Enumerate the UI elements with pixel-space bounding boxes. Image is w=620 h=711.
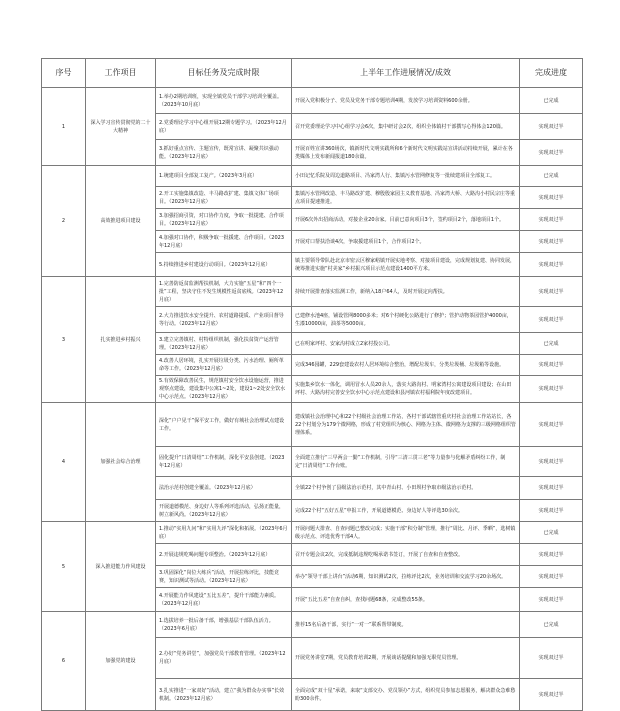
row-progress: 已在明家坪村、安家沟村成立2家村投公司。 [292,333,520,355]
row-progress: 镇主要领导带队赴北京市密云区穆家峪镇开展实地考察、对接项目建设，完成规划复建、协同发展，统筹推进实施“村美家”乡村振兴项目示范点建设1400平方米。 [292,253,520,277]
row-project: 深入学习宣传贯彻党的二十大精神 [86,88,156,166]
row-progress: 完成346园罐，229套建设农村人居环境综合整治，增配垃圾车，分类垃圾桶、垃圾箱等设施。 [292,355,520,376]
row-goal: 2.办好“党务讲堂”，加强党员干部教育管理。（2023年12月底） [156,638,292,679]
row-status: 实现双过半 [520,277,583,307]
row-progress: 召开专题会议2次，完成抵制违规吃喝承诺书签订，开展了自查和自查整改。 [292,544,520,566]
header-status: 完成进度 [520,59,583,88]
row-progress: 全镇22个村争创了县级法治示范村，其中青山村、小田坝村争取市级法治示范村。 [292,477,520,500]
row-seq: 4 [42,403,86,522]
table-row [42,88,583,114]
row-goal: 深化“户户见干”保平安工作，做好有城社会治理试点建设工作。 [156,403,292,447]
row-status: 实现双过半 [520,114,583,140]
row-progress: 开展问题大排查、自查问题已整改完成；实施干部“积分制”管理，推行“周比、月评、季晒”，选树镇级示范点、评选优秀干部4人。 [292,522,520,544]
row-goal: 5.有效保障改善民生，规范镇村安全饮水设施运营，推进观察点建设，建设集中公寓1~2处，建设1~2处安全饮水中心示范点。（2023年12月底） [156,376,292,403]
row-progress: 建成镇社会治理中心和22个村级社会治理工作站，各村干部试辖管重庆村社会治理工作站站长，各22个村划分为179个微网格，形成了村党组织为核心、网格为主体、微网格为支撑的三级网格组织管理体系。 [292,403,520,447]
row-goal: 2.党委理论学习中心组开展12期专题学习。（2023年12月底） [156,114,292,140]
row-project: 高效推进项目建设 [86,166,156,277]
row-project: 加强党的建设 [86,612,156,711]
row-goal: 1.选拔培养一批后备干部，增强基层干部队伍活力。（2023年6月底） [156,612,292,638]
row-status: 实现双过半 [520,477,583,500]
row-goal: 1.完善防返贫监测帮扶机制，大力实施“五星”和“四个一批”工程，坚决守住不发生规模性返贫底线。（2023年12月底） [156,277,292,307]
row-progress: 开展6次外出招商活动，对接企业20余家。目前已意向项目3个，签约项目2个，落地项目1个。 [292,209,520,231]
row-goal: 4.改善人居环境，扎实开展垃圾分类、污水治理、厕所革命等工作。（2023年12月底） [156,355,292,376]
row-progress: 持续开展排查落实监测工作，新纳入18户64人，及时开展定向帮扶。 [292,277,520,307]
row-progress: 开展百姓宣讲360场次，镇新时代文明实践所和6个新时代文明实践站宣讲活动持续开展，累计在各类媒体上发布新闻报道180余篇。 [292,140,520,166]
table-row [42,612,583,638]
row-progress: 全面建立推行“三早两会一勤”工作机制，引导“三清三贯三老”等力量参与化解矛盾纠纷工作，制定“日清周结”工作台账。 [292,447,520,477]
row-goal: 法治示范村创建全覆盖。（2023年12月底） [156,477,292,500]
row-goal: 4.开展能力作风建设“五比五差”，提升干部能力素质。（2023年12月底） [156,588,292,612]
row-goal: 3.扎实推进“一家双好”活动，建立“我为群众办实事”长效机制。（2023年12月底） [156,679,292,711]
row-progress: 实施集乡饮水一体化，调用冒水人员20余人，落实大路沟村、明家湾村公寓建设项目建设；在山田坪村、大路沟村完善安全饮水中心示范点建设和县河镇农村福利院年度改建项目。 [292,376,520,403]
row-seq: 2 [42,166,86,277]
row-goal: 3.加强招商引资，对口协作力度，争取一批提建、合作项目。（2023年12月底） [156,209,292,231]
row-status: 已完成 [520,522,583,544]
row-goal: 1.推动“实用九问”和“实用九评”深化和拓展。（2023年6月底） [156,522,292,544]
row-progress: 小田记忆乐院及周边道路项目、冯家湾人行、集镇污水管网修复等一批续建项目全部复工。 [292,166,520,187]
table-row [42,522,583,544]
row-status: 实现双过半 [520,231,583,253]
row-progress: 开展入党积极分子、党员及党务干部专题培训4期，发放学习培训资料600余册。 [292,88,520,114]
row-status: 实现双过半 [520,376,583,403]
row-progress: 全面完成“双十星”承诺，来取“支部交办、党员领办”方式，组织党员参加志愿服务，解决群众急难愁盼300余件。 [292,679,520,711]
row-status: 实现双过半 [520,307,583,333]
row-status: 已完成 [520,166,583,187]
row-status: 实现双过半 [520,500,583,522]
row-goal: 4.加强对口协作，积极争取一批援建、合作项目。（2023年12月底） [156,231,292,253]
row-seq: 3 [42,277,86,403]
row-goal: 开展道德模范、身边好人等系列评选活动，弘扬正能量，树立新风尚。（2023年12月底） [156,500,292,522]
row-progress: 举办“领导干部上讲台”活动6期，知识测试2次，拉练评比2次，业务培训和交流学习20余场次。 [292,566,520,588]
row-status: 已完成 [520,612,583,638]
row-progress: 召开党委理论学习中心组学习会6次，集中研讨会2次，组织全体镇村干部撰写心得体会120篇。 [292,114,520,140]
row-status: 已完成 [520,88,583,114]
table-row [42,166,583,187]
row-progress: 开展“五比五差”自查自纠，查找问题68条，完成整改55条。 [292,588,520,612]
row-status: 实现双过半 [520,544,583,566]
row-status: 已完成 [520,333,583,355]
row-status: 实现双过半 [520,447,583,477]
row-progress: 集镇污水管网改造、丰马路改扩建、穆殷殷家园主义教育基地、冯家湾大桥、大路沟小村民宗庄等重点项目提速推进。 [292,187,520,209]
row-goal: 固化提升“日清周结”工作机制，深化平安县创建。（2023年12月底） [156,447,292,477]
row-goal: 1.统建项目全部复工复产。（2023年3月底） [156,166,292,187]
header-seq: 序号 [42,59,86,88]
row-status: 实现双过半 [520,253,583,277]
table-row [42,403,583,447]
row-status: 实现双过半 [520,355,583,376]
row-goal: 3.抓好重点宣传、主题宣传，既常宣讲、凝聚共识强动能。（2023年12月底） [156,140,292,166]
row-status: 实现双过半 [520,403,583,447]
row-goal: 2.大力推进饮水安全提升、农村道路提质、产业项目督导等行动。（2023年12月底） [156,307,292,333]
row-status: 实现双过半 [520,566,583,588]
row-project: 加强社会综合治理 [86,403,156,522]
row-goal: 2.开工实施集镇改造、丰马路改扩建、集镇文体广场项目。（2023年12月底） [156,187,292,209]
row-status: 实现双过半 [520,209,583,231]
header-goal: 目标任务及完成时限 [156,59,292,88]
table-header-row [42,59,583,88]
row-progress: 已建修水池4座，铺设管网8000多米；对6个村硬化公路进行了修护；管护动物茶园管护4000亩，生漆10000亩，油茶等5000亩。 [292,307,520,333]
row-goal: 3.巩固深化“岗位大练兵”活动，开展拉练评比，技能竞赛，知识测试等活动。（2023年12月底） [156,566,292,588]
row-progress: 开展对口帮扶洽谈4次，争取援建项目1个，合作项目2个。 [292,231,520,253]
row-progress: 完成22个村“五好五星”申报工作，开展道德模范、身边好人等评选30余次。 [292,500,520,522]
row-project: 扎实推进乡村振兴 [86,277,156,403]
table-row [42,277,583,307]
row-progress: 开展党务讲堂7期，党员教育培训2期，开展谈话提醒和加强无职党员管理。 [292,638,520,679]
row-seq: 1 [42,88,86,166]
row-goal: 5.持续推进乡村建设行动项目。（2023年12月底） [156,253,292,277]
row-status: 实现双过半 [520,679,583,711]
progress-table [41,58,583,711]
row-status: 实现双过半 [520,638,583,679]
row-status: 实现双过半 [520,187,583,209]
row-status: 实现双过半 [520,140,583,166]
row-goal: 2.开展违规吃喝问题专项整治。（2023年12月底） [156,544,292,566]
row-goal: 1.举办2期培训班，实现全镇党员干部学习培训全覆盖。（2023年10月底） [156,88,292,114]
header-progress: 上半年工作进展情况/成效 [292,59,520,88]
row-project: 深入推进能力作风建设 [86,522,156,612]
header-project: 工作项目 [86,59,156,88]
row-seq: 6 [42,612,86,711]
row-seq: 5 [42,522,86,612]
row-goal: 3.建立完善镇村、村特组织机制，强化扶贫资产运营管理。（2023年12月底） [156,333,292,355]
row-progress: 推荐15名后备干部，实行“一对一”联系帮带制度。 [292,612,520,638]
row-status: 实现双过半 [520,588,583,612]
